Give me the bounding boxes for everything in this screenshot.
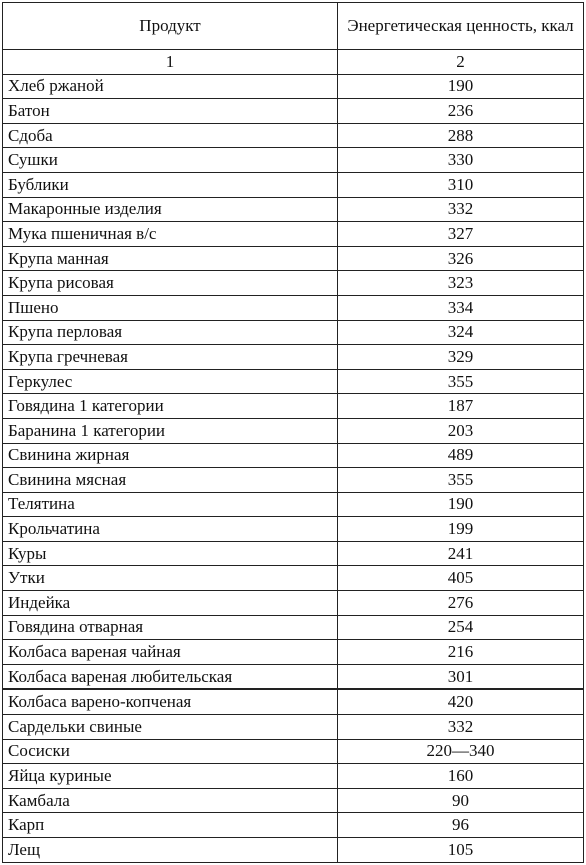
table-row bbox=[3, 715, 584, 740]
table-row bbox=[3, 74, 584, 99]
table-row bbox=[3, 664, 584, 689]
energy-value-cell: 190 bbox=[338, 492, 584, 517]
product-name-cell: Свинина мясная bbox=[3, 468, 338, 493]
table-row bbox=[3, 295, 584, 320]
energy-value-cell: 355 bbox=[338, 468, 584, 493]
table-row bbox=[3, 99, 584, 124]
energy-value-cell: 160 bbox=[338, 764, 584, 789]
product-name-cell: Крольчатина bbox=[3, 517, 338, 542]
product-name-cell: Куры bbox=[3, 541, 338, 566]
product-name-cell: Мука пшеничная в/с bbox=[3, 222, 338, 247]
energy-value-cell: 190 bbox=[338, 74, 584, 99]
column-number-row bbox=[3, 50, 584, 75]
energy-value-cell: 203 bbox=[338, 418, 584, 443]
table-row bbox=[3, 566, 584, 591]
product-name-cell: Макаронные изделия bbox=[3, 197, 338, 222]
table-row bbox=[3, 148, 584, 173]
product-name-cell: Сушки bbox=[3, 148, 338, 173]
energy-value-cell: 254 bbox=[338, 615, 584, 640]
table-row bbox=[3, 222, 584, 247]
energy-value-cell: 405 bbox=[338, 566, 584, 591]
product-name-cell: Карп bbox=[3, 813, 338, 838]
energy-value-cell: 355 bbox=[338, 369, 584, 394]
energy-value-cell: 90 bbox=[338, 788, 584, 813]
table-row bbox=[3, 764, 584, 789]
product-name-cell: Колбаса вареная любительская bbox=[3, 664, 338, 689]
product-name-cell: Крупа манная bbox=[3, 246, 338, 271]
product-name-cell: Говядина отварная bbox=[3, 615, 338, 640]
energy-value-cell: 220—340 bbox=[338, 739, 584, 764]
table-row bbox=[3, 197, 584, 222]
table-row bbox=[3, 838, 584, 863]
product-name-cell: Камбала bbox=[3, 788, 338, 813]
energy-value-cell: 310 bbox=[338, 172, 584, 197]
energy-value-cell: 326 bbox=[338, 246, 584, 271]
table-row bbox=[3, 492, 584, 517]
energy-value-cell: 329 bbox=[338, 345, 584, 370]
table-row bbox=[3, 689, 584, 714]
product-name-cell: Телятина bbox=[3, 492, 338, 517]
table-row bbox=[3, 345, 584, 370]
energy-value-cell: 334 bbox=[338, 295, 584, 320]
energy-value-cell: 236 bbox=[338, 99, 584, 124]
table-row bbox=[3, 172, 584, 197]
energy-value-cell: 301 bbox=[338, 664, 584, 689]
table-row bbox=[3, 443, 584, 468]
product-name-cell: Лещ bbox=[3, 838, 338, 863]
column-number-2: 2 bbox=[338, 50, 584, 75]
table-row bbox=[3, 271, 584, 296]
product-name-cell: Индейка bbox=[3, 591, 338, 616]
table-header-row bbox=[3, 3, 584, 50]
table-row bbox=[3, 418, 584, 443]
energy-value-cell: 276 bbox=[338, 591, 584, 616]
table-row bbox=[3, 468, 584, 493]
product-name-cell: Батон bbox=[3, 99, 338, 124]
product-name-cell: Свинина жирная bbox=[3, 443, 338, 468]
energy-value-cell: 96 bbox=[338, 813, 584, 838]
header-product: Продукт bbox=[3, 3, 338, 50]
product-name-cell: Хлеб ржаной bbox=[3, 74, 338, 99]
product-name-cell: Пшено bbox=[3, 295, 338, 320]
energy-value-cell: 324 bbox=[338, 320, 584, 345]
energy-value-cell: 105 bbox=[338, 838, 584, 863]
product-name-cell: Крупа рисовая bbox=[3, 271, 338, 296]
energy-value-cell: 216 bbox=[338, 640, 584, 665]
energy-value-cell: 330 bbox=[338, 148, 584, 173]
product-name-cell: Геркулес bbox=[3, 369, 338, 394]
product-name-cell: Утки bbox=[3, 566, 338, 591]
energy-value-cell: 323 bbox=[338, 271, 584, 296]
table-row bbox=[3, 541, 584, 566]
product-name-cell: Крупа перловая bbox=[3, 320, 338, 345]
table-row bbox=[3, 813, 584, 838]
header-energy-value: Энергетическая ценность, ккал bbox=[338, 3, 584, 50]
product-name-cell: Колбаса варено-копченая bbox=[3, 689, 338, 714]
table-row bbox=[3, 591, 584, 616]
energy-value-cell: 420 bbox=[338, 689, 584, 714]
product-name-cell: Говядина 1 категории bbox=[3, 394, 338, 419]
product-name-cell: Яйца куриные bbox=[3, 764, 338, 789]
product-name-cell: Баранина 1 категории bbox=[3, 418, 338, 443]
table-row bbox=[3, 320, 584, 345]
energy-value-cell: 327 bbox=[338, 222, 584, 247]
energy-value-cell: 332 bbox=[338, 197, 584, 222]
energy-value-cell: 332 bbox=[338, 715, 584, 740]
energy-value-cell: 489 bbox=[338, 443, 584, 468]
product-name-cell: Крупа гречневая bbox=[3, 345, 338, 370]
energy-value-cell: 288 bbox=[338, 123, 584, 148]
table-row bbox=[3, 615, 584, 640]
table-row bbox=[3, 394, 584, 419]
table-row bbox=[3, 246, 584, 271]
table-row bbox=[3, 123, 584, 148]
product-name-cell: Сдоба bbox=[3, 123, 338, 148]
column-number-1: 1 bbox=[3, 50, 338, 75]
table-row bbox=[3, 739, 584, 764]
product-name-cell: Бублики bbox=[3, 172, 338, 197]
product-name-cell: Сосиски bbox=[3, 739, 338, 764]
energy-value-cell: 187 bbox=[338, 394, 584, 419]
energy-value-table bbox=[2, 2, 584, 863]
energy-value-cell: 241 bbox=[338, 541, 584, 566]
product-name-cell: Колбаса вареная чайная bbox=[3, 640, 338, 665]
table-row bbox=[3, 517, 584, 542]
table-row bbox=[3, 640, 584, 665]
energy-value-cell: 199 bbox=[338, 517, 584, 542]
product-name-cell: Сардельки свиные bbox=[3, 715, 338, 740]
table-row bbox=[3, 788, 584, 813]
table-row bbox=[3, 369, 584, 394]
